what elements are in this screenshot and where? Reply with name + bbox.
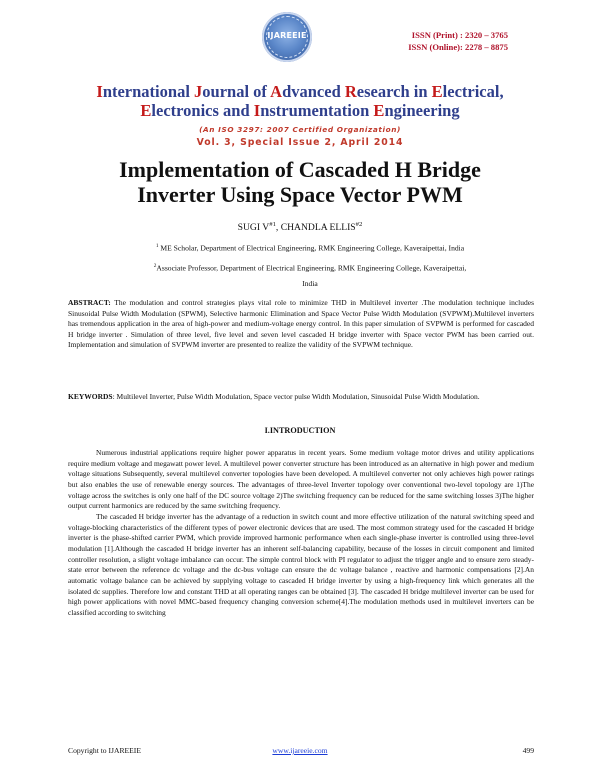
- author-1: SUGI V: [237, 222, 270, 234]
- journal-word-line1-0-initial: I: [96, 82, 103, 101]
- introduction-body: [68, 448, 534, 619]
- journal-word-line1-4-initial: E: [431, 82, 443, 101]
- author-2: , CHANDLA ELLIS: [275, 222, 356, 234]
- affiliation-2: $^2$Associate Professor, Department of Electrical Engineering, RMK Engineering College, Kaveraipettai,: [153, 263, 467, 273]
- journal-word-line2-2-rest: ngineering: [384, 101, 460, 120]
- journal-name-line1: [0, 82, 600, 101]
- footer-url-wrap: [0, 746, 600, 755]
- journal-word-line1-1-rest: ournal of: [202, 82, 271, 101]
- intro-paragraph-1: Numerous industrial applications require higher power apparatus in recent years. Some medium voltage motor drives and utility applications require medium voltage and megawatt power level. A multilevel power converter structure has been introduced as an alternative in high power and medium voltage situations Subsequently, several multilevel converter topologies have been developed. A multilevel converter not only achieves high power ratings but also enables the use of renewable energy sources. The advantages of three-level Inverter topology over conventional two-level topology are 1)The voltage across the switches is only one half of the DC source voltage 2)The switching frequency can be reduced for the same switching losses 3)The higher output current harmonics are reduced by the same switching frequency.: [68, 448, 534, 511]
- volume-info: Vol. 3, Special Issue 2, April 2014: [196, 137, 404, 148]
- journal-word-line2-0-initial: E: [140, 101, 152, 120]
- title-line-2: Inverter Using Space Vector PWM: [137, 182, 463, 207]
- issn-online: ISSN (Online): 2278 – 8875: [408, 42, 508, 52]
- affiliation-2-continued: India: [302, 279, 318, 288]
- iso-certification: (An ISO 3297: 2007 Certified Organization): [199, 125, 401, 134]
- journal-word-line1-0-rest: nternational: [102, 82, 195, 101]
- journal-word-line1-3-rest: esearch in: [356, 82, 432, 101]
- footer-copyright: Copyright to IJAREEIE: [68, 746, 141, 755]
- section-heading: I.INTRODUCTION: [264, 426, 336, 435]
- journal-word-line1-1-initial: J: [194, 82, 203, 101]
- journal-word-line2-0-rest: lectronics and: [151, 101, 254, 120]
- footer-url-link[interactable]: www.ijareeie.com: [272, 746, 328, 755]
- affiliation-2-sup: 2: [153, 263, 157, 269]
- abstract-text: The modulation and control strategies plays vital role to minimize THD in Multilevel inverter .The modulation technique includes Sinusoidal Pulse Width Modulation (SPWM), Selective harmonic Elimination and Space Vector Pulse Width Modulation (SVPWM).Multilevel inverters has tremendous application in the area of high-power and medium-voltage energy control. In this paper simulation of SVPWM is performed for cascaded H bridge inverter . Simulation of three level, five level and seven level cascaded H bridge inverter with Space vector PWM has been carried out. Implementation and simulation of SVPWM inverter are presented to realize the validity of the SVPWM technique.: [68, 298, 534, 350]
- journal-name-line2: [0, 101, 600, 120]
- authors: [0, 221, 600, 233]
- issn-print: ISSN (Print) : 2320 – 3765: [411, 30, 508, 40]
- journal-word-line2-1-rest: nstrumentation: [260, 101, 374, 120]
- journal-word-line1-2-initial: A: [270, 82, 283, 101]
- affiliation-1: $^1$ ME Scholar, Department of Electrical Engineering, RMK Engineering College, Kaveraipettai, India: [155, 243, 465, 253]
- keywords-label: KEYWORDS: [68, 392, 113, 401]
- title-line-1: Implementation of Cascaded H Bridge: [119, 157, 481, 182]
- journal-word-line2-1-initial: I: [253, 101, 261, 120]
- journal-word-line1-3-initial: R: [344, 82, 357, 101]
- paper-title: [0, 157, 600, 207]
- journal-word-line2-2-initial: E: [373, 101, 385, 120]
- keywords-text: : Multilevel Inverter, Pulse Width Modulation, Space vector pulse Width Modulation, Sinusoidal Pulse Width Modulation.: [112, 392, 480, 401]
- keywords: [68, 392, 534, 403]
- journal-word-line1-4-rest: lectrical,: [442, 82, 504, 101]
- page-number: 499: [522, 746, 534, 755]
- journal-word-line1-2-rest: dvanced: [282, 82, 345, 101]
- affiliation-1-sup: 1: [155, 243, 159, 249]
- abstract-label: ABSTRACT:: [68, 298, 111, 307]
- logo-text: IJAREEIE: [267, 31, 307, 40]
- intro-paragraph-2: The cascaded H bridge inverter has the advantage of a reduction in switch count and more effective utilization of the natural switching speed and voltage-blocking characteristics of the different types of power electronic devices that are used. The most common strategy used for the cascaded H bridge inverter is the phase-shifted carrier PWM, which provide improved harmonic performance when each single-phase inverter is controlled using three-level modulation [1].Although the cascaded H bridge inverter has an inherent self-balancing capability, because of the losses in circuit component and limited controller resolution, a slight voltage imbalance can occur. The simple control block with PI regulator to adjust the trigger angle and to ensure zero steady-state error between the reference dc voltage and the dc-bus voltage can ensure the dc voltage balance , reactive and harmonic compensations [2].An automatic voltage balance can be achieved by supplying voltage to cascaded H bridge inverter by using a high-frequency link which generates all the isolated dc supplies. Therefore low and constant THD at all operating ranges can be obtained [3]. The cascaded H bridge multilevel inverter can be used for high power applications with novel MMC-based frequency changing conversion scheme[4].The modulation methods used in multilevel inverters can be classified according to switching: [68, 511, 534, 617]
- author-2-sup: #2: [355, 221, 363, 228]
- journal-logo: [262, 12, 312, 62]
- abstract: [68, 298, 534, 351]
- author-1-sup: #1: [269, 221, 276, 228]
